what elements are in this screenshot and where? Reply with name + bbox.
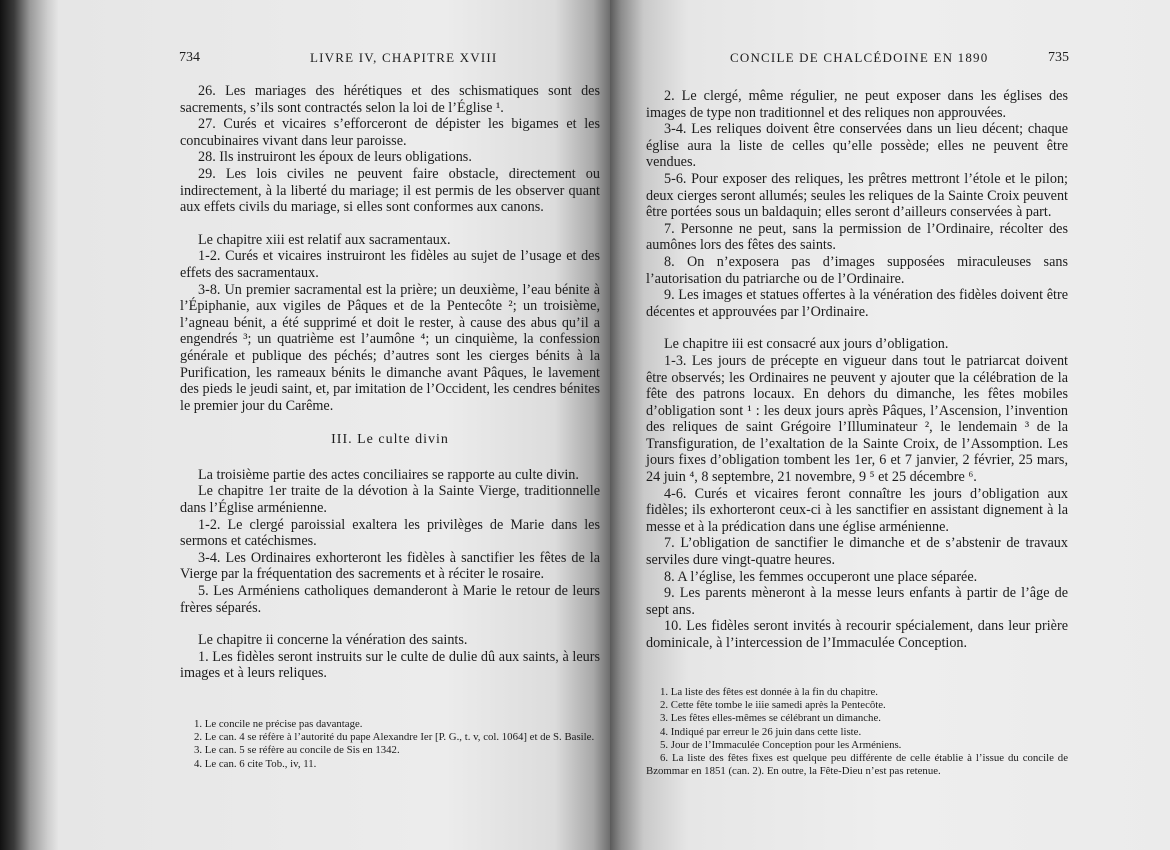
chapter-intro: Le chapitre iii est consacré aux jours d’obligation. (664, 336, 949, 353)
paragraph: 1-2. Le clergé paroissial exaltera les privilèges de Marie dans les sermons et catéchismes. (180, 516, 600, 550)
book-edge-shadow (0, 0, 58, 850)
paragraph: 9. Les parents mèneront à la messe leurs enfants à partir de l’âge de sept ans. (646, 585, 1068, 618)
right-page (610, 0, 1170, 850)
paragraph: 4-6. Curés et vicaires feront connaître les jours d’obligation aux fidèles; ils exhorteront ceux-ci à les sanctifier en assistant dignement à la messe et à la prédication dans une église arménienne. (646, 485, 1068, 535)
running-head: LIVRE IV, CHAPITRE XVIII (310, 50, 498, 65)
paragraph: 1-3. Les jours de précepte en vigueur dans tout le patriarcat doivent être observés; les Ordinaires ne peuvent y ajouter que la célébration de la fête des patrons locaux. En dehors du dimanche, les fêtes mobiles d’obligation sont ¹ : les deux jours après Pâques, l’Ascension, l’invention des reliques de saint Grégoire l’Illuminateur ², le lendemain ³ de la Transfiguration, de l’exaltation de la Sainte Croix, de l’Assomption. Les jours fixes d’obligation tombent les 1er, 6 et 7 janvier, 2 février, 25 mars, 24 juin ⁴, 8 septembre, 21 novembre, 9 ⁵ et 25 décembre ⁶. (646, 352, 1068, 486)
left-body (180, 83, 600, 682)
footnote: 1. Le concile ne précise pas davantage. (194, 718, 363, 730)
paragraph: 27. Curés et vicaires s’efforceront de dépister les bigames et les concubinaires vivant dans leur paroisse. (180, 116, 600, 149)
paragraph: 3-4. Les Ordinaires exhorteront les fidèles à sanctifier les fêtes de la Vierge par la fréquentation des sacrements et à réciter le rosaire. (180, 549, 600, 583)
chapter-intro: Le chapitre 1er traite de la dévotion à la Sainte Vierge, traditionnelle dans l’Église arménienne. (180, 483, 600, 517)
paragraph: 5-6. Pour exposer des reliques, les prêtres mettront l’étole et le pilon; deux cierges seront allumés; seules les reliques de la Sainte Croix peuvent être portées sous un baldaquin; elles seront d’ailleurs conservées à part. (646, 170, 1068, 221)
paragraph: 7. Personne ne peut, sans la permission de l’Ordinaire, récolter des aumônes lors des fêtes des saints. (646, 220, 1068, 254)
paragraph: 26. Les mariages des hérétiques et des schismatiques sont des sacrements, s’ils sont contractés selon la loi de l’Église ¹. (180, 83, 600, 116)
paragraph: 1-2. Curés et vicaires instruiront les fidèles au sujet de l’usage et des effets des sacramentaux. (180, 248, 600, 281)
footnote: 6. La liste des fêtes fixes est quelque peu différente de celle établie à l’issue du concile de Bzommar en 1851 (can. 2). En outre, la Fête-Dieu n’est pas retenue. (646, 752, 1068, 778)
paragraph: 29. Les lois civiles ne peuvent faire obstacle, directement ou indirectement, à la liberté du mariage; il est permis de les observer quant aux effets civils du mariage, si elles sont conformes aux canons. (180, 165, 600, 216)
footnotes (180, 718, 600, 771)
running-head: CONCILE DE CHALCÉDOINE EN 1890 (730, 50, 989, 65)
paragraph: 8. On n’exposera pas d’images supposées miraculeuses sans l’autorisation du patriarche ou de l’Ordinaire. (646, 253, 1068, 287)
paragraph: 3-4. Les reliques doivent être conservées dans un lieu décent; chaque église aura la liste de celles qu’elle possède; elles ne peuvent être vendues. (646, 121, 1068, 171)
chapter-intro: Le chapitre ii concerne la vénération des saints. (198, 632, 468, 649)
left-page (58, 0, 610, 850)
footnote: 4. Le can. 6 cite Tob., iv, 11. (194, 757, 317, 770)
paragraph: 3-8. Un premier sacramental est la prière; un deuxième, l’eau bénite à l’Épiphanie, aux vigiles de Pâques et de la Pentecôte ²; un troisième, l’agneau bénit, a été supprimé et doit le rester, à cause des abus qu’il a engendrés ³; un quatrième est l’aumône ⁴; un cinquième, la confession générale et publique des péchés; d’autres sont les cierges bénits à la Purification, les rameaux bénits le dimanche avant Pâques, le lavement des pieds le jeudi saint, et, par imitation de l’Occident, les cendres bénites le premier jour du Carême. (180, 281, 600, 414)
right-body (646, 88, 1068, 652)
paragraph: 9. Les images et statues offertes à la vénération des fidèles doivent être décentes et approuvées par l’Ordinaire. (646, 287, 1068, 320)
footnote: 4. Indiqué par erreur le 26 juin dans cette liste. (660, 725, 862, 738)
paragraph: 7. L’obligation de sanctifier le dimanche et de s’abstenir de travaux serviles dure vingt-quatre heures. (646, 535, 1068, 569)
footnote: 2. Cette fête tombe le iiie samedi après la Pentecôte. (660, 699, 886, 712)
footnote: 1. La liste des fêtes est donnée à la fin du chapitre. (660, 686, 878, 698)
footnote: 3. Les fêtes elles-mêmes se célébrant un dimanche. (660, 712, 881, 725)
page-number: 734 (179, 50, 200, 65)
paragraph: 5. Les Arméniens catholiques demanderont à Marie le retour de leurs frères séparés. (180, 583, 600, 616)
section-heading: III. Le culte divin (331, 432, 449, 448)
page-number: 735 (1048, 50, 1069, 65)
footnote: 2. Le can. 4 se réfère à l’autorité du pape Alexandre Ier [P. G., t. v, col. 1064] et de S. Basile. (194, 731, 595, 744)
chapter-intro: Le chapitre xiii est relatif aux sacramentaux. (198, 231, 451, 248)
paragraph: 28. Ils instruiront les époux de leurs obligations. (198, 149, 472, 166)
paragraph: 2. Le clergé, même régulier, ne peut exposer dans les églises des images de type non traditionnel et des reliques non approuvées. (646, 88, 1068, 121)
paragraph: 1. Les fidèles seront instruits sur le culte de dulie dû aux saints, à leurs images et à leurs reliques. (180, 648, 600, 682)
footnote: 3. Le can. 5 se réfère au concile de Sis en 1342. (194, 744, 400, 757)
paragraph: 10. Les fidèles seront invités à recourir spécialement, dans leur prière dominicale, à l’intercession de l’Immaculée Conception. (646, 618, 1068, 651)
paragraph: La troisième partie des actes conciliaires se rapporte au culte divin. (198, 466, 579, 483)
footnote: 5. Jour de l’Immaculée Conception pour les Arméniens. (660, 738, 902, 751)
footnotes (646, 686, 1068, 778)
paragraph: 8. A l’église, les femmes occuperont une place séparée. (664, 568, 978, 585)
